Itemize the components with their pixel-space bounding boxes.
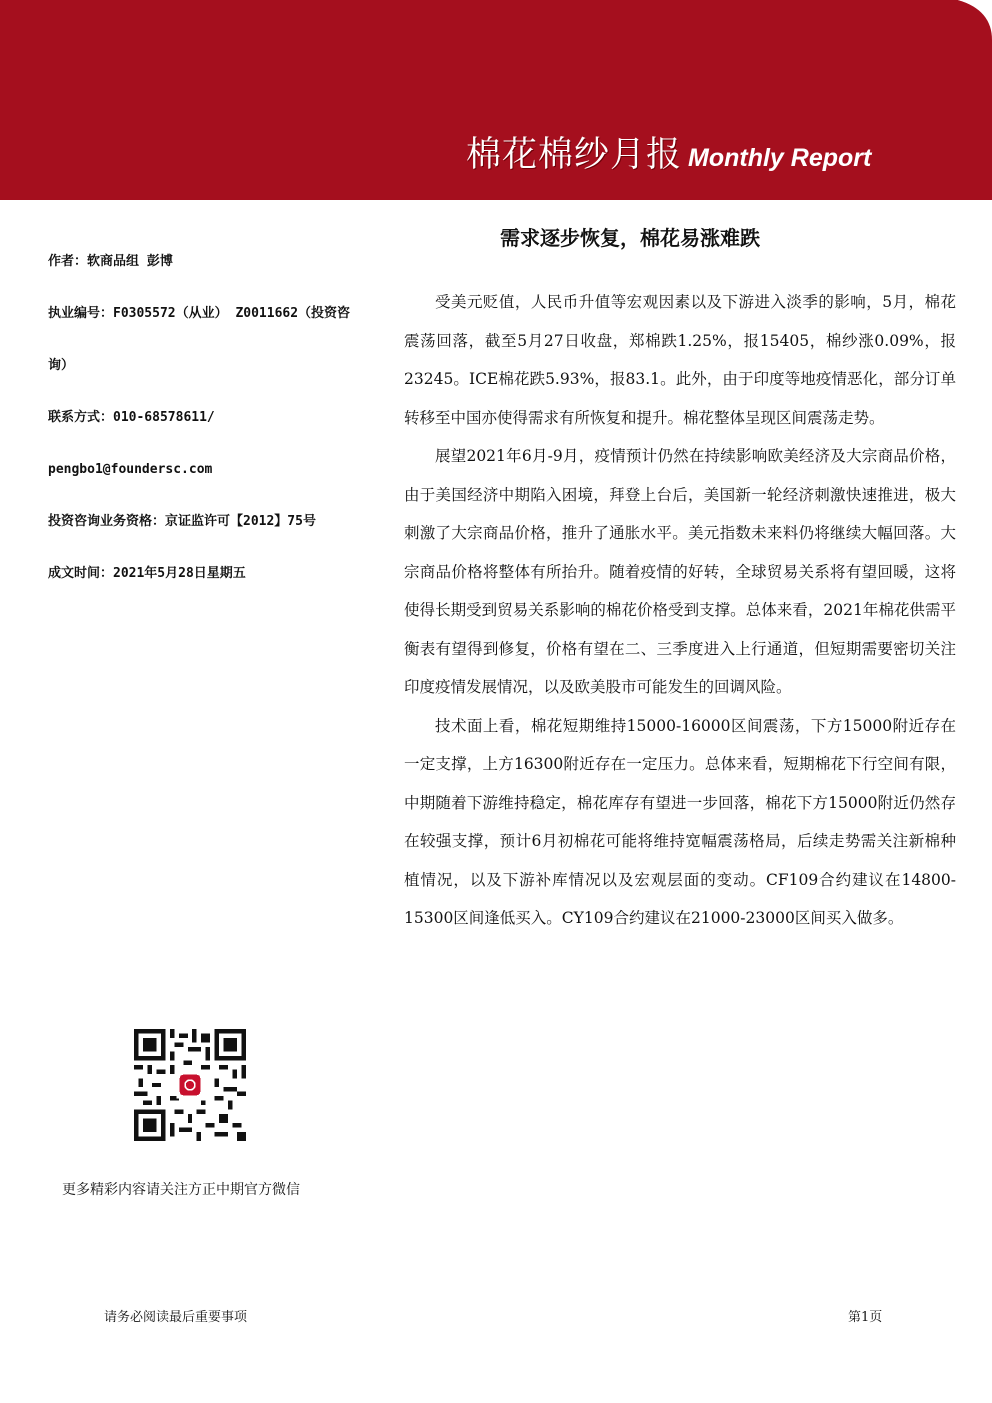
author-info xyxy=(48,236,378,600)
qr-caption: 更多精彩内容请关注方正中期官方微信 xyxy=(62,1182,300,1198)
report-title-cn: 棉花棉纱月报 xyxy=(466,135,683,175)
qualification-line: 投资咨询业务资格：京证监许可【2012】75号 xyxy=(48,514,316,529)
page-number: 第1页 xyxy=(848,1310,883,1325)
date-line: 成文时间：2021年5月28日星期五 xyxy=(48,566,246,581)
paragraph-3: 技术面上看，棉花短期维持15000-16000区间震荡，下方15000附近存在一定支撑，上方16300附近存在一定压力。总体来看，短期棉花下行空间有限，中期随着下游维持稳定，棉花库存有望进一步回落，棉花下方15000附近仍然存在较强支撑，预计6月初棉花可能将维持宽幅震荡格局，后续走势需关注新棉种植情况，以及下游补库情况以及宏观层面的变动。CF109合约建议在14800-15300区间逢低买入。CY109合约建议在21000-23000区间买入做多。 xyxy=(404,716,956,927)
license-line: 执业编号：F0305572（从业） Z0011662（投资咨 xyxy=(48,306,351,321)
article-body xyxy=(404,283,956,938)
header-banner xyxy=(0,0,992,200)
contact-phone: 联系方式：010-68578611/ xyxy=(48,410,215,425)
article-headline: 需求逐步恢复，棉花易涨难跌 xyxy=(500,226,760,250)
author-line: 作者：软商品组 彭博 xyxy=(48,254,173,269)
license-line-cont: 询） xyxy=(48,358,75,373)
paragraph-2: 展望2021年6月-9月，疫情预计仍然在持续影响欧美经济及大宗商品价格，由于美国经济中期陷入困境，拜登上台后，美国新一轮经济刺激快速推进，极大刺激了大宗商品价格，推升了通胀水平。美元指数未来料仍将继续大幅回落。大宗商品价格将整体有所抬升。随着疫情的好转，全球贸易关系将有望回暖，这将使得长期受到贸易关系影响的棉花价格受到支撑。总体来看，2021年棉花供需平衡表有望得到修复，价格有望在二、三季度进入上行通道，但短期需要密切关注印度疫情发展情况，以及欧美股市可能发生的回调风险。 xyxy=(404,447,956,696)
contact-email: pengbo1@foundersc.com xyxy=(48,462,213,477)
paragraph-1: 受美元贬值，人民币升值等宏观因素以及下游进入淡季的影响，5月，棉花震荡回落，截至5月27日收盘，郑棉跌1.25%，报15405，棉纱涨0.09%，报23245。ICE棉花跌5.93%，报83.1。此外，由于印度等地疫情恶化，部分订单转移至中国亦使得需求有所恢复和提升。棉花整体呈现区间震荡走势。 xyxy=(404,293,956,427)
footer-notice: 请务必阅读最后重要事项 xyxy=(104,1310,248,1325)
wechat-qr-code xyxy=(134,1029,246,1141)
report-title xyxy=(466,135,872,175)
report-title-en: Monthly Report xyxy=(688,144,872,172)
